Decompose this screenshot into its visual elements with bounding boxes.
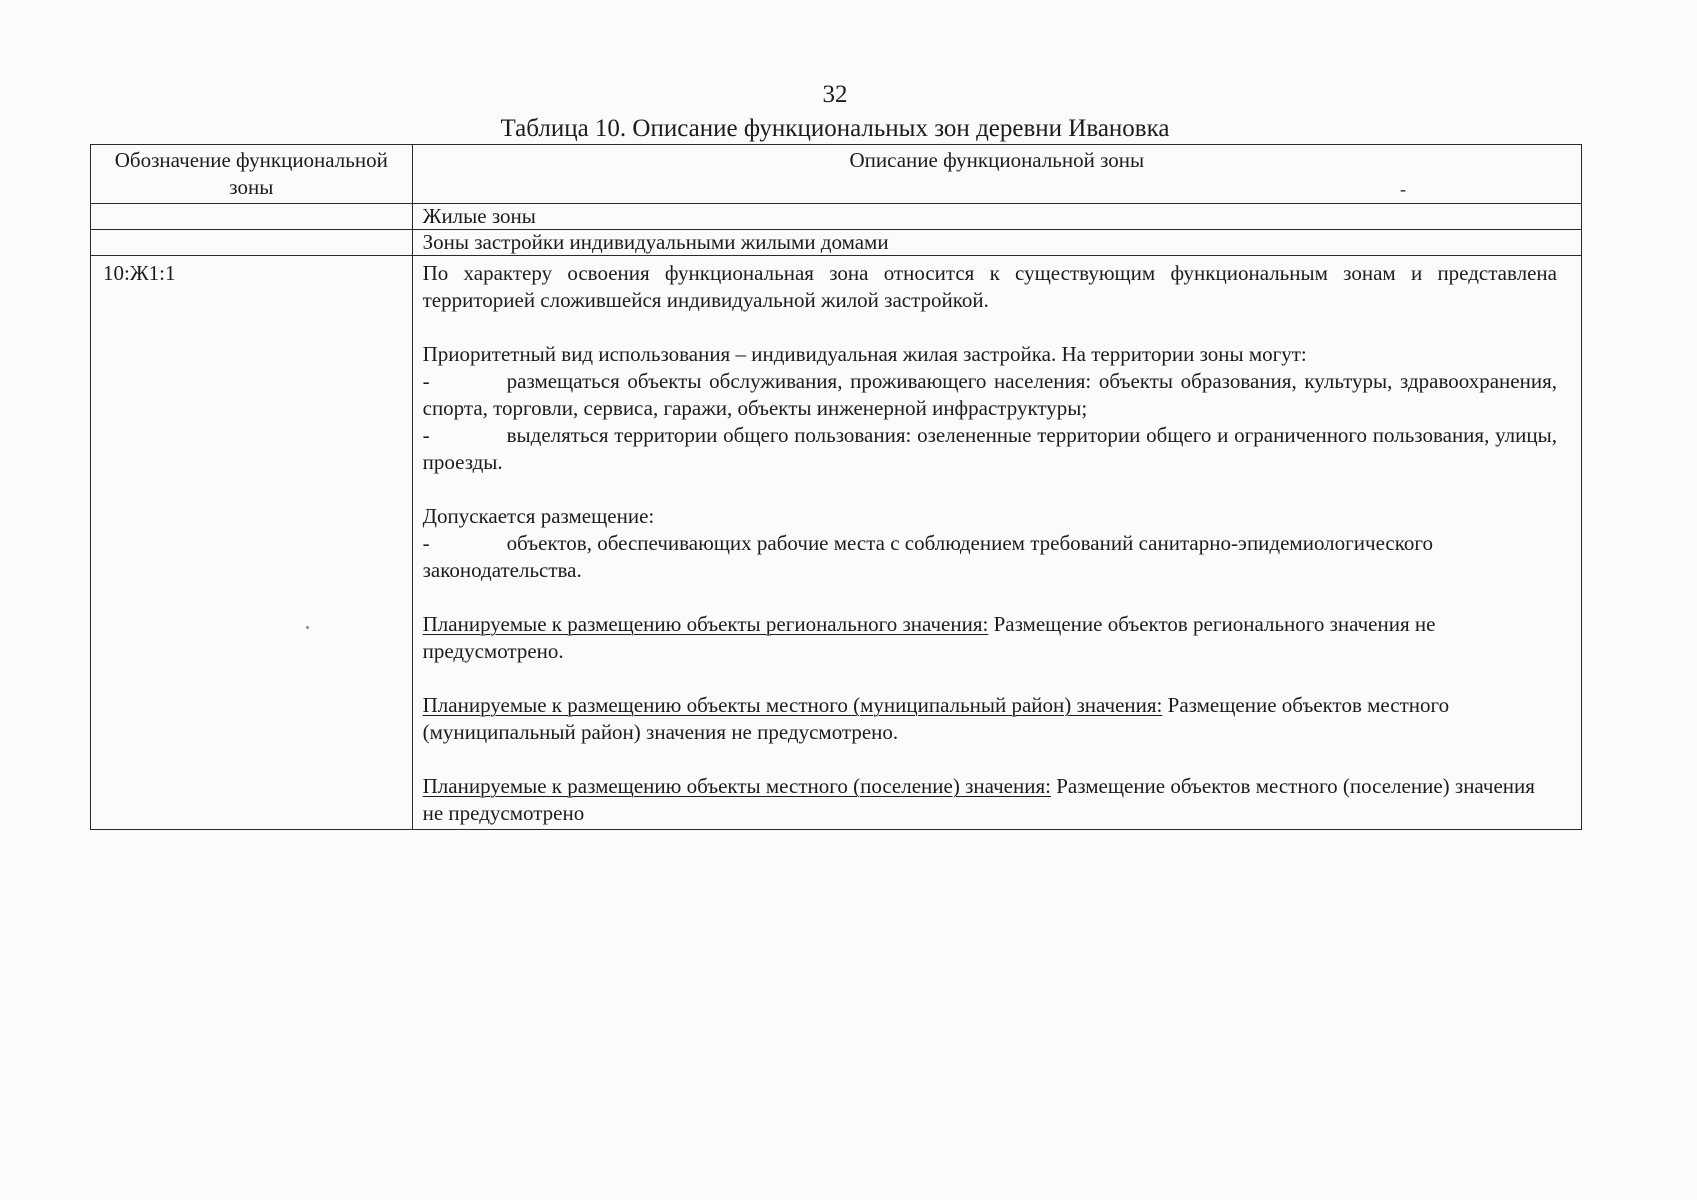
page-number: 32 <box>822 81 848 108</box>
scan-speck <box>306 626 309 629</box>
zone-settlement-paragraph <box>423 773 1557 827</box>
subcategory-individual-housing: Зоны застройки индивидуальными жилыми домами <box>412 230 1581 256</box>
regional-label: Планируемые к размещению объекты регионального значения: <box>422 612 989 636</box>
settlement-label: Планируемые к размещению объекты местного (поселение) значения: <box>422 774 1051 798</box>
bullet-dash: - <box>422 531 430 555</box>
zone-priority-paragraph: Приоритетный вид использования – индивидуальная жилая застройка. На территории зоны могут: <box>422 342 1307 366</box>
bullet-2-text: выделяться территории общего пользования: озелененные территории общего и ограниченного пользования, улицы, проезды. <box>422 423 1557 474</box>
zone-allowed-paragraph: Допускается размещение: <box>422 504 655 528</box>
category-code-cell <box>91 204 413 230</box>
functional-zones-table <box>90 144 1582 830</box>
zone-bullet-2 <box>423 422 1557 476</box>
zone-intro-paragraph: По характеру освоения функциональная зона относится к существующим функциональным зонам и представлена территорией сложившейся индивидуальной жилой застройкой. <box>422 261 1557 312</box>
zone-description-cell <box>412 256 1581 830</box>
table-title: Таблица 10. Описание функциональных зон деревни Ивановка <box>500 115 1170 142</box>
zone-code: 10:Ж1:1 <box>103 261 176 285</box>
table-row-category <box>91 204 1582 230</box>
category-residential-zones: Жилые зоны <box>412 204 1581 230</box>
zone-code-cell <box>91 256 413 830</box>
zone-district-paragraph <box>423 692 1557 746</box>
table-row-zone <box>91 256 1582 830</box>
header-zone-description-label: Описание функциональной зоны <box>849 148 1145 172</box>
bullet-dash: - <box>422 423 430 447</box>
district-label: Планируемые к размещению объекты местного (муниципальный район) значения: <box>422 693 1163 717</box>
bullet-dash: - <box>422 369 430 393</box>
header-zone-description <box>412 145 1581 204</box>
bullet-3-text: объектов, обеспечивающих рабочие места с соблюдением требований санитарно-эпидемиологического законодательства. <box>422 531 1433 582</box>
regional-text: Размещение объектов регионального значения не предусмотрено. <box>422 612 1436 663</box>
table-header-row <box>91 145 1582 204</box>
header-dash-mark: - <box>1400 179 1406 199</box>
district-text: Размещение объектов местного (муниципальный район) значения не предусмотрено. <box>422 693 1450 744</box>
zone-bullet-1 <box>423 368 1557 422</box>
zone-bullet-3 <box>423 530 1557 584</box>
subcategory-code-cell <box>91 230 413 256</box>
settlement-text: Размещение объектов местного (поселение) значения не предусмотрено <box>422 774 1535 825</box>
table-row-subcategory <box>91 230 1582 256</box>
bullet-1-text: размещаться объекты обслуживания, проживающего населения: объекты образования, культуры, здравоохранения, спорта, торговли, сервиса, гаражи, объекты инженерной инфраструктуры; <box>422 369 1557 420</box>
zone-regional-paragraph <box>423 611 1557 665</box>
header-zone-code: Обозначение функциональной зоны <box>91 145 413 204</box>
